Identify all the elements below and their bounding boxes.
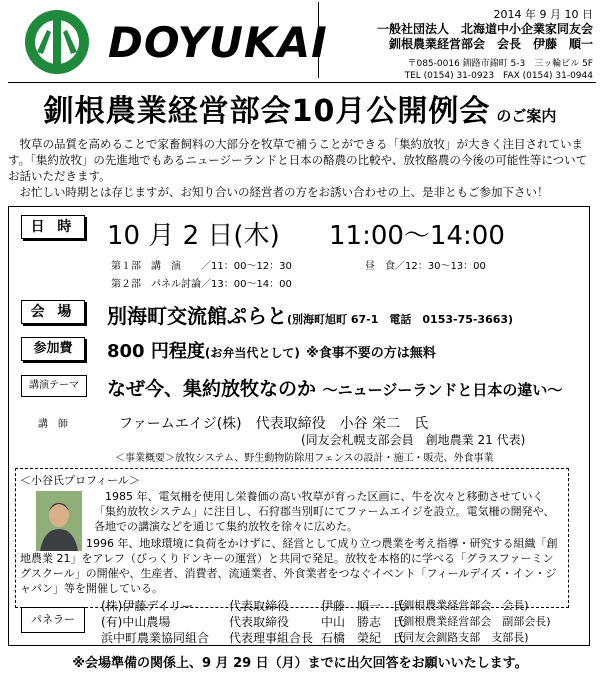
speaker-name: ファームエイジ(株) 代表取締役 小谷 栄二 氏 (119, 416, 429, 432)
fee-extra: ※食事不要の方は無料 (306, 346, 436, 361)
brand-name: DOYUKAI (108, 18, 328, 67)
panelist-note: (釧根農業経営部会 会長) (399, 599, 529, 612)
business-summary: ＜事業概要＞放牧システム、野生動物防除用フェンスの設計・施工・販売、外食事業 (115, 453, 494, 464)
intro-paragraph: 牧草の品質を高めることで家畜飼料の大部分を牧草で補うことができる「集約放牧」が大きく注目されています。「集約放牧」の先進地でもあるニュージーランドと日本の酪農の比較や、放牧酪農の今後の可能性等についてお話いただきます。 (8, 137, 588, 183)
title-main: 釧根農業経営部会10月公開例会 (43, 94, 491, 129)
fee-note: (お弁当代として) (204, 346, 300, 360)
title-sub: のご案内 (496, 107, 557, 125)
speaker-profile (15, 468, 569, 608)
header-info (318, 2, 597, 81)
header-divider (8, 82, 596, 83)
profile-paragraph: 1985 年、電気柵を使用し栄養価の高い牧草が育った区画に、牛を次々と移動させていく「集約放牧システム」に注目し、石狩郡当別町にてファームエイジを設立。電気柵の開発や、各地での講演などを通じて集約放牧を徐々に広めた。 (94, 490, 555, 533)
event-details-box (8, 206, 590, 646)
panelist-company: 浜中町農業協同組合 (101, 631, 210, 645)
org-name: 一般社団法人 北海道中小企業家同友会 (376, 22, 593, 36)
panelist-name: 中山 勝志 氏 (321, 615, 406, 629)
panelist-company: (有)中山農場 (101, 615, 171, 629)
speaker-label: 講 師 (38, 419, 68, 430)
date-label: 日 時 (21, 215, 85, 239)
fee (107, 337, 436, 363)
venue-detail: (別海町旭町 67-1 電話 0153-75-3663) (287, 313, 514, 326)
profile-heading: ＜小谷氏プロフィール＞ (20, 474, 140, 487)
fee-label: 参加費 (21, 337, 85, 361)
profile-body (20, 489, 560, 596)
venue-name: 別海町交流館ぷらと (107, 304, 287, 328)
venue (107, 300, 513, 329)
page-title (0, 86, 600, 130)
panelist-name: 伊藤 順一 氏 (321, 599, 406, 613)
panelist-role: 代表取締役 (229, 615, 290, 629)
schedule-lunch: 昼 食／12：30〜13：00 (365, 261, 486, 272)
panelist-note: (同友会釧路支部 支部長) (399, 631, 529, 644)
rsvp-notice: ※会場準備の関係上、9 月 29 日（月）までに出欠回答をお願いいたします。 (72, 656, 528, 671)
panelist-note: (釧根農業経営部会 副部会長) (399, 615, 551, 628)
theme-subtitle: 〜ニュージーランドと日本の違い〜 (322, 381, 563, 399)
venue-label: 会 場 (21, 300, 85, 324)
panelist-role: 代表取締役 (229, 599, 290, 613)
theme-title: なぜ今、集約放牧なのか (107, 378, 317, 400)
panelist-company: (株)伊藤デイリー (101, 599, 194, 613)
speaker-affiliation: (同友会札幌支部会員 創地農業 21 代表) (301, 433, 526, 447)
theme (107, 374, 562, 401)
org-address: 〒085-0016 釧路市錦町 5-3 三ッ輪ビル 5F (407, 59, 593, 69)
doyukai-logo (23, 8, 91, 76)
panelist-role: 代表理事組合長 (229, 631, 314, 645)
intro-paragraph: お忙しい時期とは存じますが、お知り合いの経営者の方をお誘い合わせの上、是非ともご参加下さい！ (19, 185, 549, 199)
panelist-name: 石橋 榮紀 氏 (321, 631, 406, 645)
profile-paragraph: 1996 年、地球環境に負荷をかけずに、経営として成り立つ農業を考え指導・研究する組織「創地農業 21」をアレフ（びっくりドンキーの運営）と共同で発足。放牧を本格的に学べる「グラスファーミングスクール」の開催や、生産者、消費者、流通業者、外食業者をつなぐイベント「フィールデイズ・イン・ジャパン」等を開催している。 (20, 537, 558, 595)
intro-text (8, 136, 594, 200)
schedule-part1: 第１部 講 演 ／11：00〜12：30 (111, 261, 292, 272)
org-division: 釧根農業経営部会 会長 伊藤 順一 (388, 37, 593, 51)
fee-amount: 800 円程度 (107, 341, 205, 362)
org-phone: TEL (0154) 31-0923 FAX (0154) 31-0944 (404, 71, 593, 81)
event-date: 10 月 2 日(木) (107, 221, 280, 251)
event-time: 11:00〜14:00 (329, 221, 505, 251)
panel-label: パネラー (21, 607, 85, 633)
theme-label: 講演テーマ (21, 375, 87, 397)
schedule-part2: 第２部 パネル討論／13：00〜14：00 (111, 279, 292, 290)
issue-date: 2014 年 9 月 10 日 (493, 8, 593, 21)
